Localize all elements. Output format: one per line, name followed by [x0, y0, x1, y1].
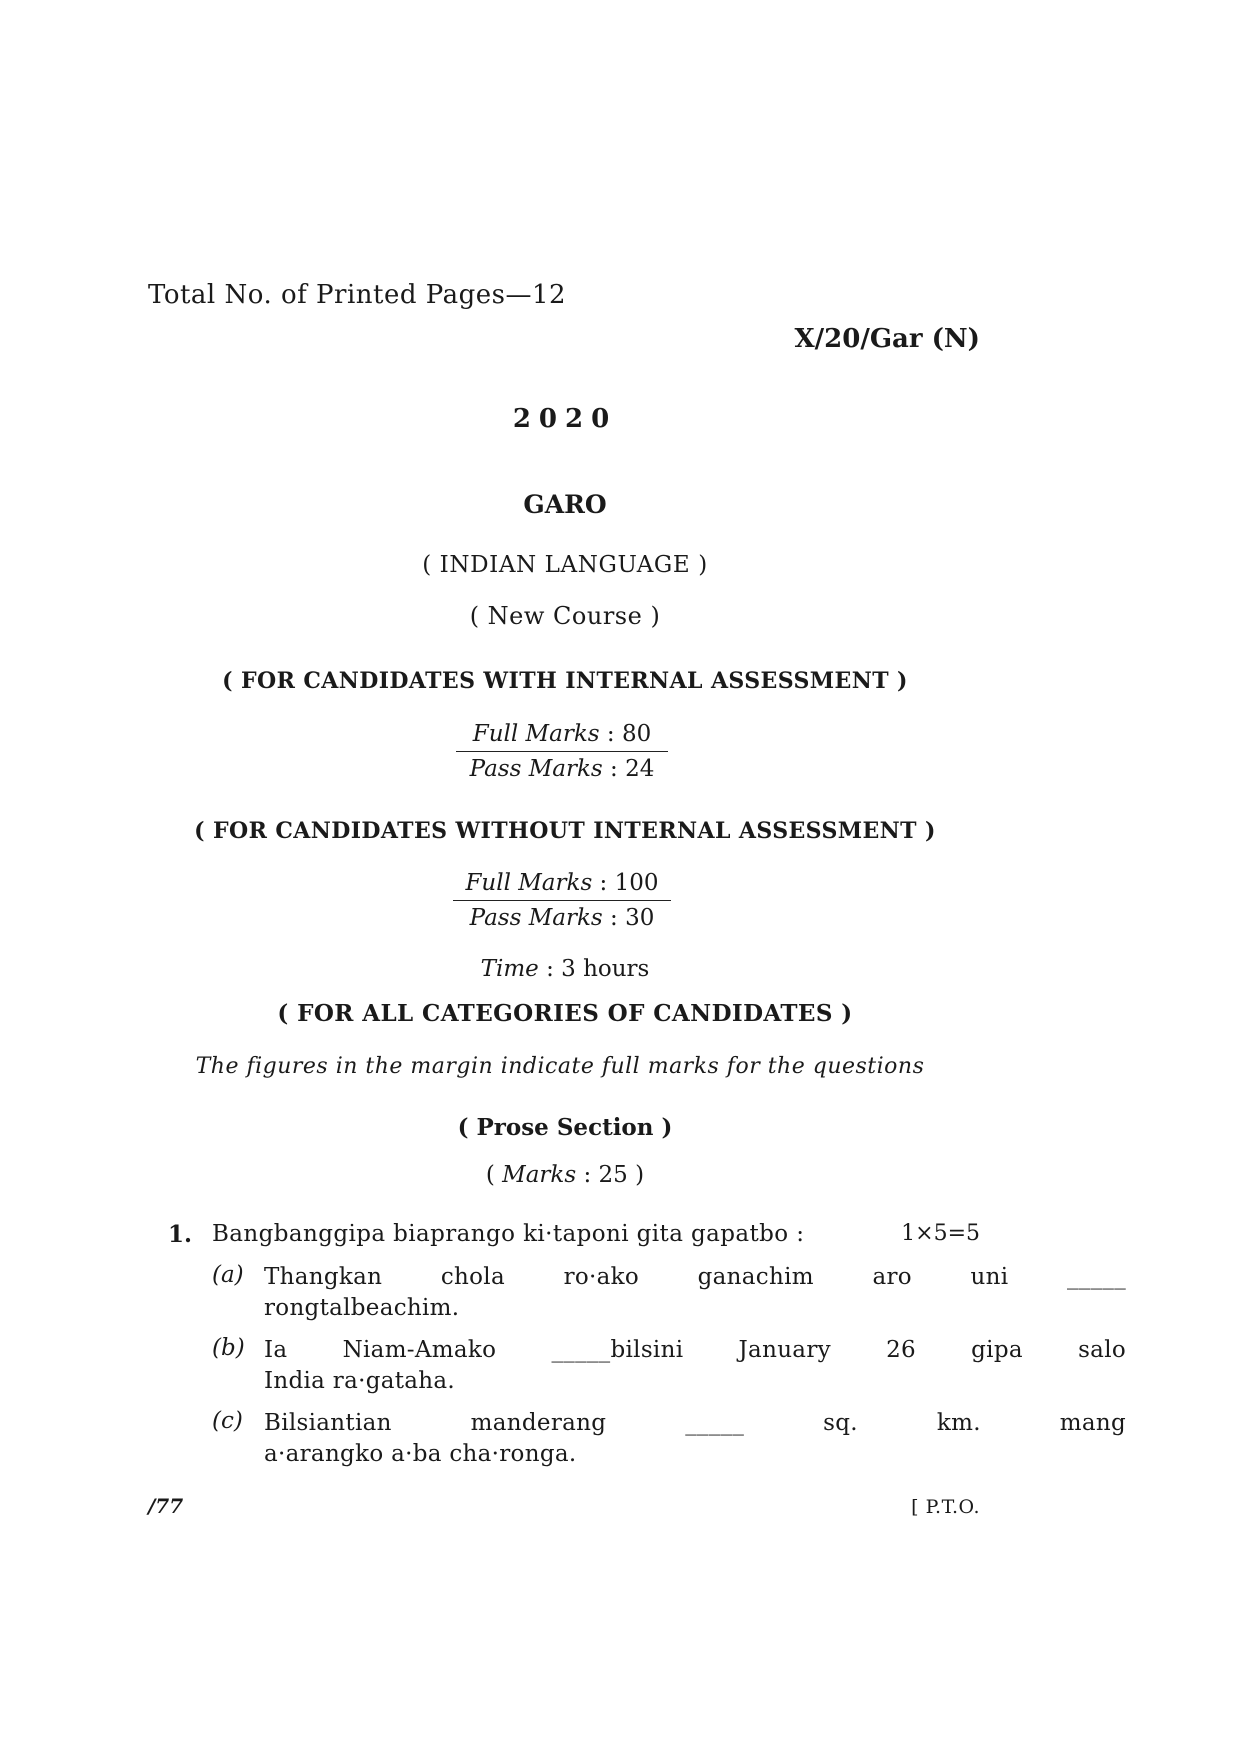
- exam-year: 2020: [512, 404, 618, 434]
- time-allowed: Time : 3 hours: [480, 956, 650, 982]
- question-number: 1.: [168, 1221, 193, 1248]
- full-marks-value: 100: [614, 870, 659, 896]
- section-marks-close: ): [635, 1162, 645, 1188]
- question-marks: 1×5=5: [901, 1221, 980, 1246]
- sub-question-line: Bilsiantian manderang _____ sq. km. mang: [264, 1410, 1126, 1436]
- sub-question-line: rongtalbeachim.: [264, 1295, 460, 1321]
- course-subtitle: ( New Course ): [469, 602, 661, 630]
- subject-title: GARO: [523, 490, 607, 519]
- full-marks-label: Full Marks: [465, 870, 593, 896]
- pass-marks-row: Pass Marks : 24: [469, 756, 655, 782]
- paper-code: X/20/Gar (N): [794, 324, 980, 354]
- pass-marks-row: Pass Marks : 30: [469, 905, 655, 931]
- section-title: ( Prose Section ): [457, 1114, 673, 1141]
- without-internal-marks: [453, 870, 671, 931]
- question-text: Bangbanggipa biaprango ki·taponi gita gapatbo :: [212, 1221, 805, 1247]
- sub-question-line: a·arangko a·ba cha·ronga.: [264, 1441, 577, 1467]
- pto-note: [ P.T.O.: [911, 1496, 980, 1518]
- section-marks-open: (: [485, 1162, 495, 1188]
- full-marks-label: Full Marks: [472, 721, 600, 747]
- pass-marks-value: 30: [625, 905, 655, 931]
- sub-question-label: (b): [212, 1335, 245, 1361]
- full-marks-row: Full Marks : 80: [456, 721, 668, 752]
- time-value: 3 hours: [561, 956, 650, 982]
- sub-question-line: Ia Niam-Amako _____bilsini January 26 gipa salo: [264, 1337, 1126, 1363]
- full-marks-value: 80: [621, 721, 652, 747]
- with-internal-marks: [456, 721, 668, 782]
- section-marks-value: 25: [598, 1162, 628, 1188]
- total-printed-pages: Total No. of Printed Pages—12: [148, 280, 567, 310]
- without-internal-heading: ( FOR CANDIDATES WITHOUT INTERNAL ASSESSMENT ): [194, 818, 936, 844]
- sub-question-line: India ra·gataha.: [264, 1368, 456, 1394]
- sub-question-body: [264, 1262, 1126, 1324]
- section-marks-label: Marks: [502, 1162, 577, 1188]
- pass-marks-label: Pass Marks: [469, 905, 603, 931]
- pass-marks-label: Pass Marks: [469, 756, 603, 782]
- language-subtitle: ( INDIAN LANGUAGE ): [422, 552, 708, 578]
- sub-question-body: [264, 1408, 1126, 1470]
- time-label: Time: [480, 956, 539, 982]
- pass-marks-value: 24: [625, 756, 655, 782]
- sub-question-label: (c): [212, 1408, 243, 1434]
- full-marks-row: Full Marks : 100: [453, 870, 671, 901]
- section-marks: ( Marks : 25 ): [485, 1162, 645, 1188]
- sub-question-line: Thangkan chola ro·ako ganachim aro uni _____: [264, 1264, 1126, 1290]
- with-internal-heading: ( FOR CANDIDATES WITH INTERNAL ASSESSMENT ): [222, 668, 908, 694]
- page-code: /77: [148, 1494, 184, 1518]
- margin-instruction: The figures in the margin indicate full marks for the questions: [195, 1054, 925, 1079]
- sub-question-body: [264, 1335, 1126, 1397]
- sub-question-label: (a): [212, 1262, 244, 1288]
- all-categories-heading: ( FOR ALL CATEGORIES OF CANDIDATES ): [277, 1000, 853, 1027]
